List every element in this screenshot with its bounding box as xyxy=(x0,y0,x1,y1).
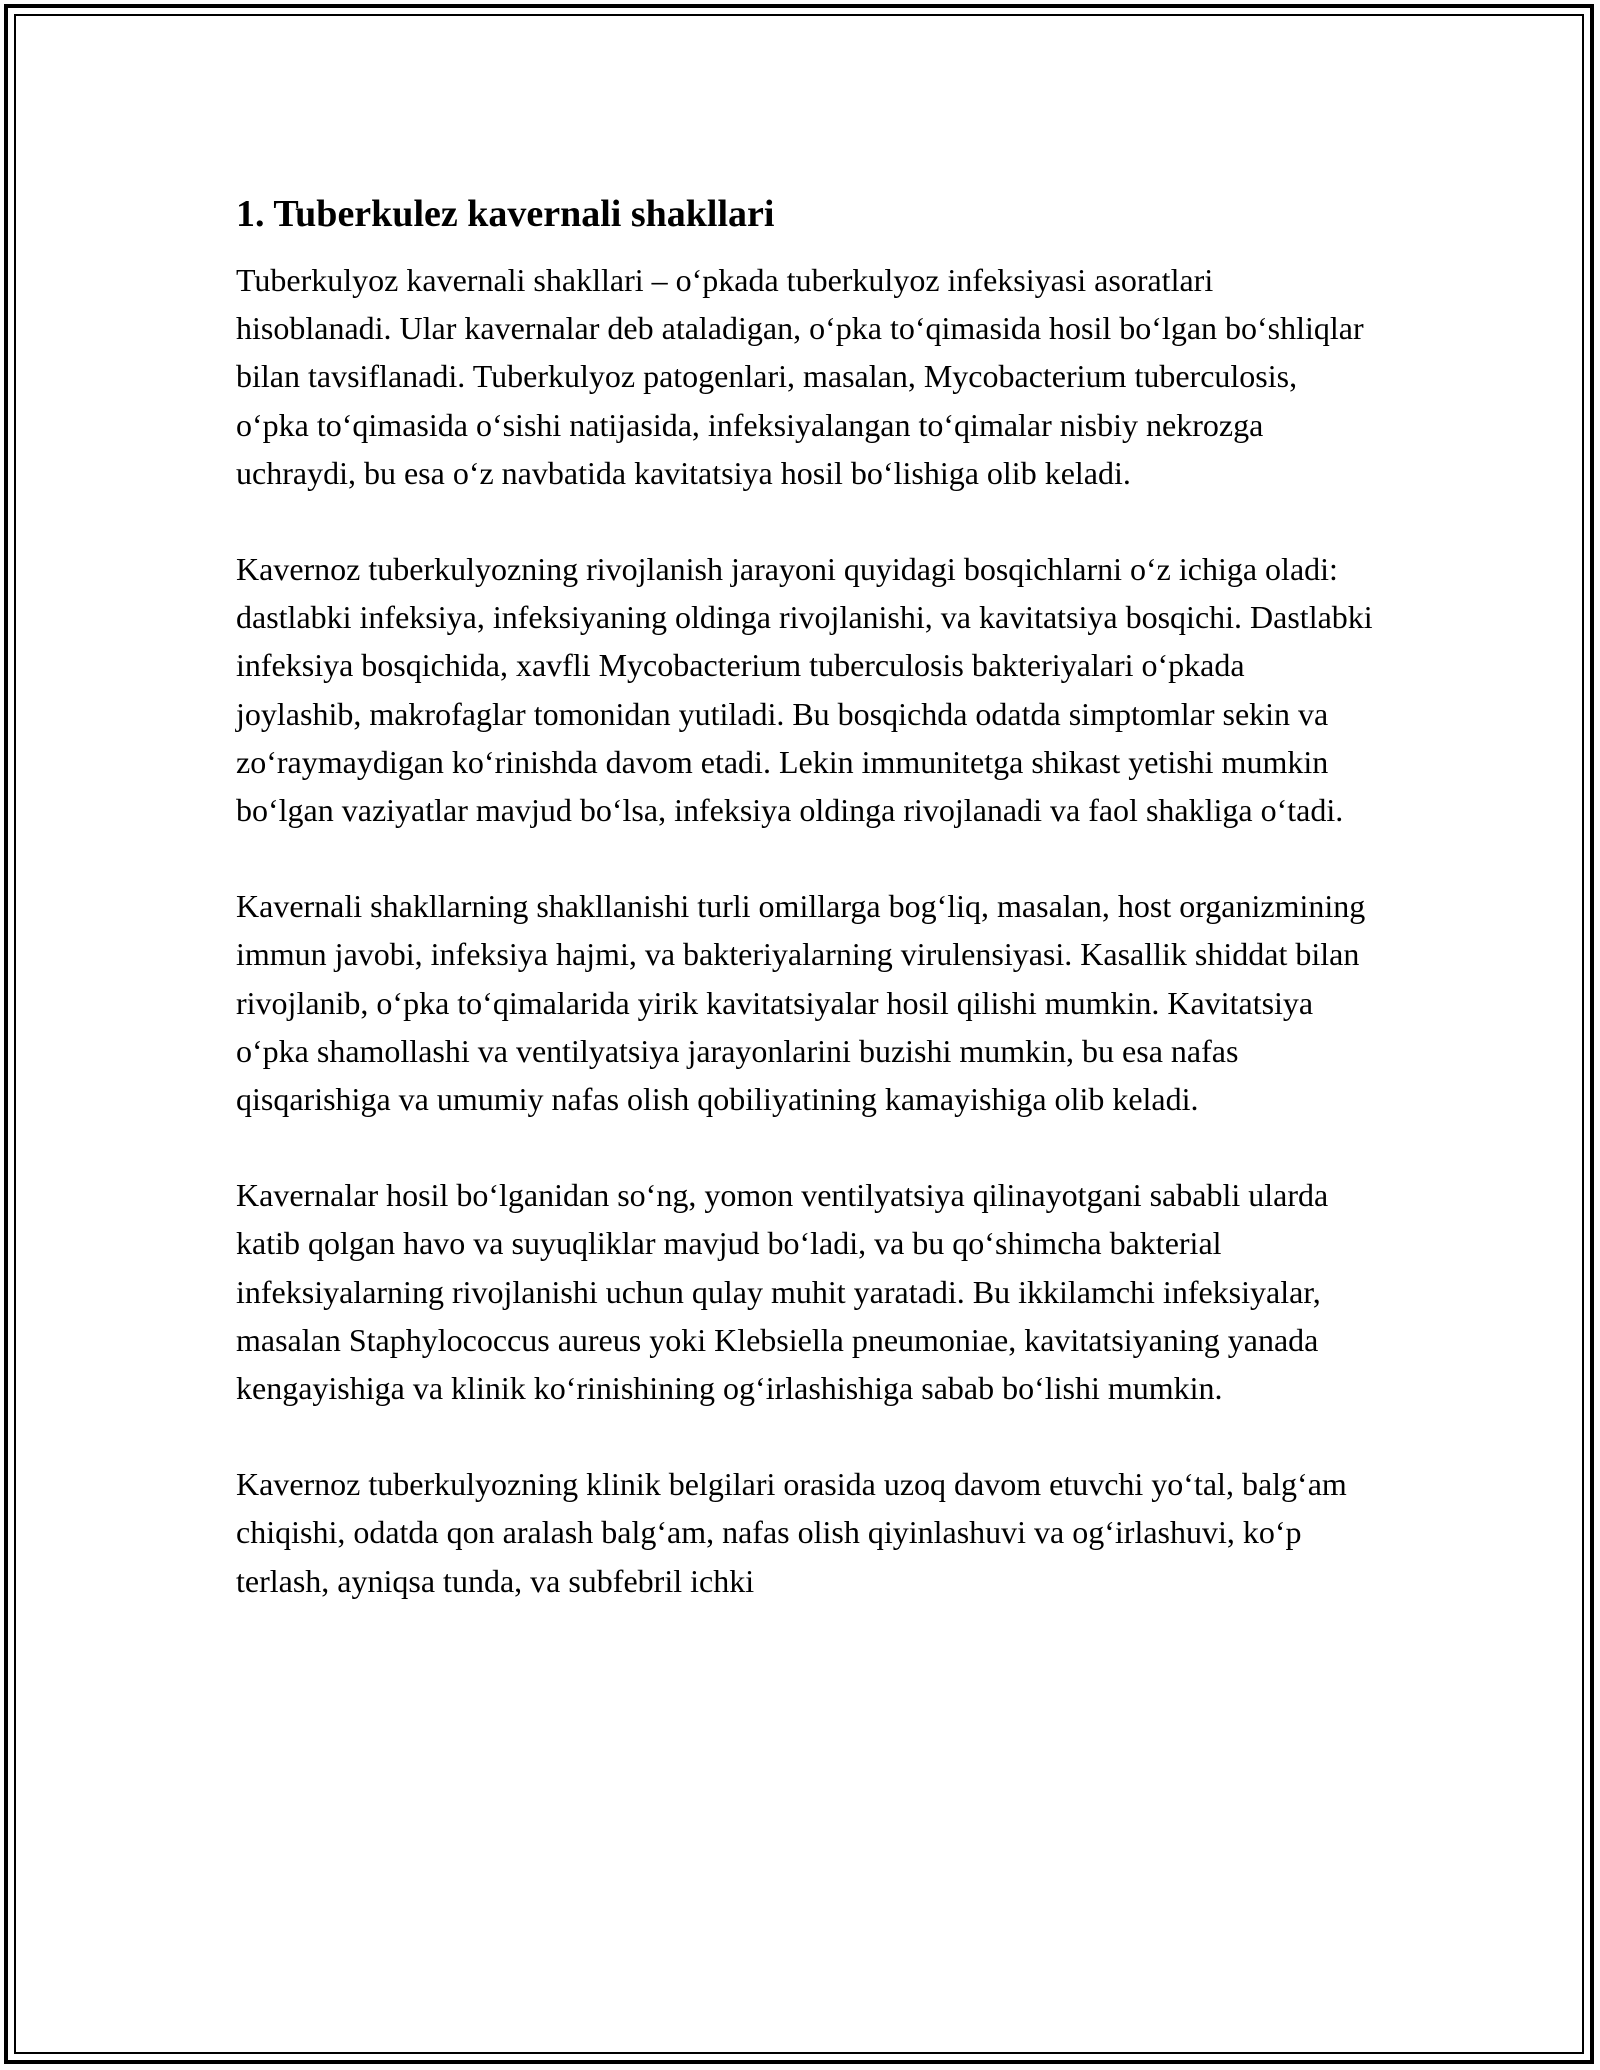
paragraph: Kavernalar hosil bo‘lganidan so‘ng, yomon ventilyatsiya qilinayotgani sababli ularda katib qolgan havo va suyuqliklar mavjud bo‘ladi, va bu qo‘shimcha bakterial infeksiyalarning rivojlanishi uchun qulay muhit yaratadi. Bu ikkilamchi infeksiyalar, masalan Staphylococcus aureus yoki Klebsiella pneumoniae, kavitatsiyaning yanada kengayishiga va klinik ko‘rinishining og‘irlashishiga sabab bo‘lishi mumkin. xyxy=(236,1177,1329,1407)
paragraph: Kavernoz tuberkulyozning klinik belgilari orasida uzoq davom etuvchi yo‘tal, balg‘am chiqishi, odatda qon aralash balg‘am, nafas olish qiyinlashuvi va og‘irlashuvi, ko‘p terlash, ayniqsa tunda, va subfebril ichki xyxy=(236,1466,1347,1599)
paragraph: Kavernoz tuberkulyozning rivojlanish jarayoni quyidagi bosqichlarni o‘z ichiga oladi: dastlabki infeksiya, infeksiyaning oldinga rivojlanishi, va kavitatsiya bosqichi. Dastlabki infeksiya bosqichida, xavfli Mycobacterium tuberculosis bakteriyalari o‘pkada joylashib, makrofaglar tomonidan yutiladi. Bu bosqichda odatda simptomlar sekin va zo‘raymaydigan ko‘rinishda davom etadi. Lekin immunitetga shikast yetishi mumkin bo‘lgan vaziyatlar mavjud bo‘lsa, infeksiya oldinga rivojlanadi va faol shakliga o‘tadi. xyxy=(236,551,1373,829)
document-body xyxy=(236,186,1376,1605)
paragraphs xyxy=(236,256,1376,1605)
paragraph: Kavernali shakllarning shakllanishi turli omillarga bog‘liq, masalan, host organizmining immun javobi, infeksiya hajmi, va bakteriyalarning virulensiyasi. Kasallik shiddat bilan rivojlanib, o‘pka to‘qimalarida yirik kavitatsiyalar hosil qilishi mumkin. Kavitatsiya o‘pka shamollashi va ventilyatsiya jarayonlarini buzishi mumkin, bu esa nafas qisqarishiga va umumiy nafas olish qobiliyatining kamayishiga olib keladi. xyxy=(236,888,1366,1118)
paragraph: Tuberkulyoz kavernali shakllari – o‘pkada tuberkulyoz infeksiyasi asoratlari hisoblanadi. Ular kavernalar deb ataladigan, o‘pka to‘qimasida hosil bo‘lgan bo‘shliqlar bilan tavsiflanadi. Tuberkulyoz patogenlari, masalan, Mycobacterium tuberculosis, o‘pka to‘qimasida o‘sishi natijasida, infeksiyalangan to‘qimalar nisbiy nekrozga uchraydi, bu esa o‘z navbatida kavitatsiya hosil bo‘lishiga olib keladi. xyxy=(236,262,1364,491)
section-heading: 1. Tuberkulez kavernali shakllari xyxy=(236,193,775,235)
